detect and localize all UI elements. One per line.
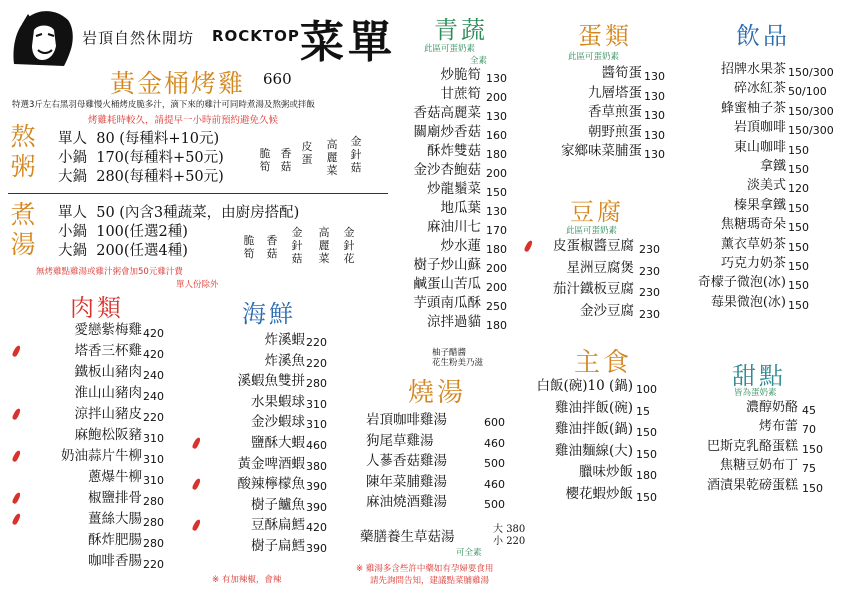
dessert-item [676,437,842,456]
meat-item-name: 塔香三杯雞 [74,343,142,359]
meat-item-name: 奶油蒜片牛柳 [61,448,142,464]
vegetable-item [398,294,513,313]
vegetable-item [398,66,513,85]
vegetable-item-price: 180 [486,319,507,332]
tofu-item-name: 星洲豆腐煲 [566,259,634,276]
drink-item-price: 150/300 [788,124,834,138]
seafood-item-name: 樹子鱸魚 [251,496,305,513]
tofu-item-price: 230 [639,307,660,321]
dessert-item [676,476,842,495]
stew-soup-list [360,410,520,513]
drink-item [676,293,842,312]
vegetable-item [398,85,513,104]
staple-item [522,441,667,463]
staple-item-price: 150 [636,447,657,461]
chili-icon [191,519,201,532]
vegetable-item-price: 160 [486,129,507,142]
stew-soup-item-name: 陳年菜脯雞湯 [366,473,447,490]
soup-item: 小鍋 100(任選2種) [58,224,188,240]
eggs-note: 此區可蛋奶素 [568,52,620,62]
vegetable-item [398,218,513,237]
eggs-title: 蛋類 [578,22,632,50]
meat-item-price: 240 [143,390,164,403]
seafood-note: ※ 有加辣椒，會辣 [212,575,282,585]
drink-item-price: 150 [788,143,809,157]
desserts-list [676,398,842,495]
drink-item-name: 拿鐵 [759,159,786,175]
stew-soup-item-name: 麻油燒酒雞湯 [366,494,447,511]
meat-item-name: 咖啡香腸 [88,553,142,569]
dessert-item-price: 75 [802,462,816,476]
vegetable-item-price: 200 [486,262,507,275]
egg-item-price: 130 [644,109,665,122]
dessert-item-price: 45 [802,404,816,417]
seafood-item-price: 390 [306,541,327,555]
egg-item [532,142,672,162]
vegetable-item-name: 香菇高麗菜 [413,105,481,121]
vegetable-item-name: 甘蔗筍 [440,86,481,102]
drinks-title: 飲品 [736,22,790,50]
vegetable-item [398,199,513,218]
seafood-item-price: 310 [306,397,327,411]
meat-item-price: 240 [143,369,164,382]
drink-item [676,196,842,215]
drink-item [676,157,842,176]
stew-note: ※ 雞湯多含些許中藥如有孕婦要食用 [356,564,494,574]
stew-soup-item-price: 460 [484,436,505,450]
meat-list [8,320,188,572]
egg-item-name: 家鄉味菜脯蛋 [561,143,642,159]
porridge-option: 香菇 [280,147,292,173]
staple-item [522,376,667,398]
staple-item [522,484,667,506]
vegetable-item [398,313,513,332]
seafood-item-name: 酸辣檸檬魚 [237,476,305,493]
tofu-item-name: 皮蛋椒醬豆腐 [553,238,634,254]
soup-option: 高麗菜 [318,226,330,265]
staple-item-name: 櫻花蝦炒飯 [565,485,633,502]
dessert-item-name: 濃醇奶酪 [745,400,798,415]
vegetable-item-name: 地瓜葉 [440,200,481,216]
staple-item-price: 150 [636,426,657,439]
egg-item [532,84,672,104]
meat-item-name: 薑絲大腸 [88,511,142,527]
vegetable-item [398,256,513,275]
vegetables-title: 青蔬 [434,16,488,44]
vegetable-item-price: 200 [486,281,507,294]
golden-chicken-price: 660 [263,70,292,88]
page-title: 菜單 [300,17,396,68]
seafood-title: 海鮮 [242,300,296,328]
egg-item-name: 香草煎蛋 [588,104,642,120]
desserts-note: 皆為蛋奶素 [734,388,777,398]
seafood-item-name: 鹽酥大蝦 [251,434,305,451]
meat-item [8,446,188,467]
vegetable-item-price: 130 [486,72,507,85]
vegetable-item-price: 150 [486,186,507,199]
staple-item-price: 150 [636,490,657,504]
vegetable-item-price: 200 [486,167,507,180]
staple-item-price: 15 [636,404,650,418]
vegetable-item-name: 鹹蛋山苦瓜 [413,276,481,292]
meat-item-name: 愛戀紫梅雞 [74,322,142,338]
vegetables-list [398,66,513,332]
vegetable-item-name: 涼拌過貓 [427,314,481,330]
seafood-item-price: 390 [306,500,327,514]
seafood-list [192,330,347,557]
vegetables-note: 此區可蛋奶素 [424,44,476,54]
divider [8,193,388,194]
meat-item-name: 酥炸肥腸 [88,532,142,548]
porridge-option: 脆筍 [259,147,271,173]
golden-chicken-title: 黃金桶烤雞 [110,69,246,98]
vegetable-item [398,237,513,256]
stew-soup-item-name: 人蔘香菇雞湯 [366,453,447,470]
stew-note-2: 請先詢問告知，建議點菜脯雞湯 [370,576,490,586]
golden-chicken-desc: 特選3斤左右黑羽母雞慢火桶烤皮脆多汁，滴下來的雞汁可同時煮湯及熬粥或拌飯 [12,100,315,110]
vegetable-item-name: 金沙杏鮑菇 [413,162,481,178]
meat-item-price: 310 [143,453,164,466]
drink-item-price: 150 [788,298,809,312]
seafood-item-name: 黃金啤酒蝦 [237,455,305,472]
meat-item [8,341,188,362]
seafood-item-name: 豆酥扁鱈 [251,517,305,534]
chili-icon [11,492,21,505]
drink-item [676,99,842,118]
stew-soup-title: 燒湯 [408,378,467,408]
dessert-item-price: 150 [802,442,823,456]
dessert-item [676,417,842,436]
stew-soup-item [360,472,520,493]
vegetable-item-price: 130 [486,205,507,218]
drink-item-price: 150/300 [788,104,834,118]
staple-item [522,398,667,420]
meat-item [8,404,188,425]
dessert-item-name: 烤布蕾 [758,419,798,435]
meat-item [8,530,188,551]
staple-item-price: 180 [636,469,657,482]
seafood-item [192,392,347,413]
vegetable-item-price: 130 [486,110,507,123]
vegetable-item-name: 麻油川七 [427,219,481,235]
chili-icon [11,408,21,421]
drink-item [676,79,842,98]
drink-item [676,235,842,254]
drink-item [676,118,842,137]
tofu-item-name: 金沙豆腐 [580,302,634,319]
vegetable-item-name: 炒脆筍 [440,67,481,83]
vegetable-item [398,142,513,161]
drink-item-price: 150 [788,163,809,177]
vegetable-item [398,161,513,180]
seafood-item [192,433,347,454]
stew-soup-item [360,451,520,472]
dessert-item [676,456,842,475]
staple-title: 主食 [574,348,633,378]
seafood-item [192,495,347,516]
staple-item [522,419,667,441]
chili-icon [523,240,533,253]
vegetables-note-2: 全素 [470,56,488,66]
stew-soup-item-price: 600 [484,416,505,429]
drink-item-price: 150 [788,221,809,235]
drink-item [676,60,842,79]
stew-soup-item-price: 460 [484,477,505,491]
meat-item-name: 淮山山豬肉 [74,385,142,401]
vegetable-item-name: 樹子炒山蘇 [413,257,481,273]
seafood-item-name: 水果蝦球 [251,393,305,410]
meat-item-price: 220 [143,411,164,424]
seafood-item [192,454,347,475]
meat-item-name: 椒鹽排骨 [88,490,142,506]
vegetable-item-name: 炒水蓮 [440,238,481,254]
vegetable-item [398,104,513,123]
seafood-item-name: 炸溪蝦 [264,332,305,348]
vegetable-item-price: 180 [486,148,507,161]
vegetable-item-price: 200 [486,91,507,104]
drink-item-name: 東山咖啡 [733,139,786,155]
meat-item-price: 220 [143,558,164,571]
dessert-item [676,398,842,417]
egg-item-name: 朝野煎蛋 [588,123,642,140]
stew-soup-item-name: 岩頂咖啡雞湯 [366,412,447,428]
drink-item-price: 150/300 [788,66,834,79]
chili-icon [191,436,201,449]
drink-item [676,215,842,234]
meat-item-price: 420 [143,348,164,361]
drink-item-name: 巧克力奶茶 [720,256,786,272]
chef-logo-icon [8,6,76,68]
vegetable-item-name: 關廟炒香菇 [413,124,481,140]
tofu-item-price: 230 [639,243,660,256]
drink-item [676,176,842,195]
porridge-option: 金針菇 [350,135,362,174]
drink-item [676,273,842,292]
drink-item-name: 淡美式 [746,178,786,194]
drink-item-name: 碎冰紅茶 [733,81,786,97]
meat-item [8,467,188,488]
egg-item [532,64,672,84]
tofu-note: 此區可蛋奶素 [566,226,618,236]
dessert-item-price: 70 [802,423,816,437]
staple-list [522,376,667,505]
porridge-item: 單人 80 (每種料+10元) [58,131,220,147]
dessert-item-name: 巴斯克乳酪蛋糕 [706,438,798,454]
dessert-item-name: 酒漬果乾磅蛋糕 [706,477,798,493]
meat-item-price: 280 [143,516,164,529]
herbal-small: 小 220 [493,536,526,547]
seafood-item-price: 280 [306,377,327,391]
stew-soup-item [360,431,520,452]
drink-item-name: 奇檬子微泡(冰) [697,275,786,291]
chili-icon [11,450,21,463]
tofu-list [526,236,666,322]
egg-item [532,123,672,143]
egg-item-price: 130 [644,128,665,142]
soup-option: 脆筍 [243,234,255,260]
staple-item-name: 雞油麵線(大) [554,442,633,459]
sauce-note-2: 花生粉美乃滋 [432,358,484,368]
meat-item [8,320,188,341]
seafood-item-price: 460 [306,438,327,452]
seafood-item-price: 420 [306,521,327,535]
soup-note: 無烤雞點雞湯或雞汁粥會加50元雞汁費 [36,267,183,277]
egg-item-price: 130 [644,70,665,83]
drink-item-name: 榛果拿鐵 [733,197,786,213]
seafood-item [192,474,347,495]
meat-item-price: 280 [143,495,164,508]
seafood-item-name: 樹子扁鱈 [251,537,305,554]
meat-item-price: 310 [143,432,164,445]
drinks-list [676,60,842,312]
vegetable-item-price: 250 [486,300,507,313]
vegetable-item-price: 180 [486,243,507,256]
soup-item: 單人 50 (內含3種蔬菜，由廚房搭配) [58,205,300,221]
egg-item [532,103,672,123]
tofu-item [526,279,666,301]
soup-option: 香菇 [266,234,278,260]
meat-item [8,488,188,509]
herbal-note: 可全素 [456,548,482,558]
meat-item [8,509,188,530]
egg-item-name: 九層塔蛋 [588,84,642,101]
stew-soup-item-price: 500 [484,457,505,471]
herbal-soup-name: 藥膳養生草菇湯 [360,529,455,545]
porridge-option: 皮蛋 [301,140,313,166]
brand-name: 岩頂自然休閒坊 [82,29,195,47]
chili-icon [191,478,201,491]
seafood-item-price: 220 [306,336,327,349]
stew-soup-item-name: 狗尾草雞湯 [366,432,434,449]
stew-soup-item-price: 500 [484,498,505,512]
drink-item-price: 150 [788,279,809,293]
seafood-item [192,536,347,557]
seafood-item [192,330,347,351]
drink-item-name: 莓果微泡(冰) [710,294,786,310]
staple-item-name: 臘味炒飯 [579,464,633,480]
drink-item-price: 150 [788,260,809,274]
herbal-soup [360,520,530,550]
tofu-item [526,236,666,258]
meat-item-price: 310 [143,474,164,487]
chili-icon [11,513,21,526]
meat-item [8,383,188,404]
seafood-item-name: 金沙蝦球 [251,414,305,431]
tofu-title: 豆腐 [570,198,624,226]
seafood-item-name: 炸溪魚 [264,352,305,369]
vegetable-item [398,180,513,199]
egg-item-price: 130 [644,89,665,103]
tofu-item [526,258,666,280]
meat-item [8,425,188,446]
meat-item [8,551,188,572]
drink-item-price: 150 [788,240,809,254]
seafood-item-price: 390 [306,480,327,494]
vegetable-item [398,275,513,294]
drink-item [676,138,842,157]
vegetable-item-price: 170 [486,224,507,237]
soup-label: 煮湯 [10,200,36,259]
chili-icon [11,345,21,358]
drink-item-name: 薰衣草奶茶 [720,236,786,252]
golden-chicken-note: 烤雞耗時較久，請提早一小時前預約避免久候 [88,115,279,126]
brand-english: ROCKTOP [212,27,300,45]
meat-item-name: 涼拌山豬皮 [74,406,142,422]
dessert-item-price: 150 [802,481,823,495]
meat-item-name: 麻鮑松阪豬 [74,427,142,443]
soup-option: 金針花 [343,226,355,265]
porridge-list [58,130,224,187]
staple-item [522,462,667,484]
dessert-item-name: 焦糖豆奶布丁 [719,458,798,474]
seafood-item [192,412,347,433]
porridge-label: 熬粥 [10,122,36,181]
staple-item-price: 100 [636,383,657,396]
seafood-item-name: 溪蝦魚雙拼 [237,373,305,390]
desserts-title: 甜點 [732,362,786,390]
meat-item [8,362,188,383]
tofu-item [526,301,666,323]
soup-note-2: 單人份除外 [176,280,219,290]
sauce-note: 柚子醋醬 [432,348,467,358]
staple-item-name: 白飯(碗)10 (鍋) [536,378,633,394]
meat-item-name: 鐵板山豬肉 [74,364,142,380]
eggs-list [532,64,672,162]
seafood-item-price: 380 [306,459,327,473]
herbal-big: 大 380 [493,524,526,535]
egg-item-price: 130 [644,148,665,161]
porridge-item: 大鍋 280(每種料+50元) [58,169,224,185]
seafood-item [192,371,347,392]
soup-list [58,204,299,261]
porridge-option: 高麗菜 [326,138,338,177]
soup-item: 大鍋 200(任選4種) [58,243,188,259]
stew-soup-item [360,410,520,431]
vegetable-item-name: 炒龍鬚菜 [427,181,481,197]
tofu-item-price: 230 [639,264,660,278]
meat-item-price: 420 [143,327,164,340]
seafood-item [192,351,347,372]
porridge-item: 小鍋 170(每種料+50元) [58,150,224,166]
tofu-item-name: 茄汁鐵板豆腐 [553,281,634,297]
staple-item-name: 雞油拌飯(鍋) [554,421,633,437]
meat-item-name: 蔥爆牛柳 [88,469,142,485]
vegetable-item-name: 酥炸雙菇 [427,143,481,159]
drink-item-name: 焦糖瑪奇朵 [720,217,786,233]
drink-item-price: 50/100 [788,85,827,99]
meat-title: 肉類 [70,294,124,322]
seafood-item-price: 310 [306,418,327,432]
stew-soup-item [360,492,520,513]
drink-item-name: 招牌水果茶 [720,62,786,77]
drink-item-price: 150 [788,201,809,215]
meat-item-price: 280 [143,537,164,550]
drink-item-price: 120 [788,182,809,196]
soup-option: 金針菇 [291,226,303,265]
drink-item [676,254,842,273]
tofu-item-price: 230 [639,286,660,299]
staple-item-name: 雞油拌飯(碗) [554,399,633,416]
vegetable-item [398,123,513,142]
drink-item-name: 岩頂咖啡 [733,120,786,136]
seafood-item [192,515,347,536]
seafood-item-price: 220 [306,356,327,370]
egg-item-name: 醬筍蛋 [601,65,642,81]
vegetable-item-name: 芋頭南瓜酥 [413,295,481,311]
drink-item-name: 蜂蜜柚子茶 [720,100,786,116]
